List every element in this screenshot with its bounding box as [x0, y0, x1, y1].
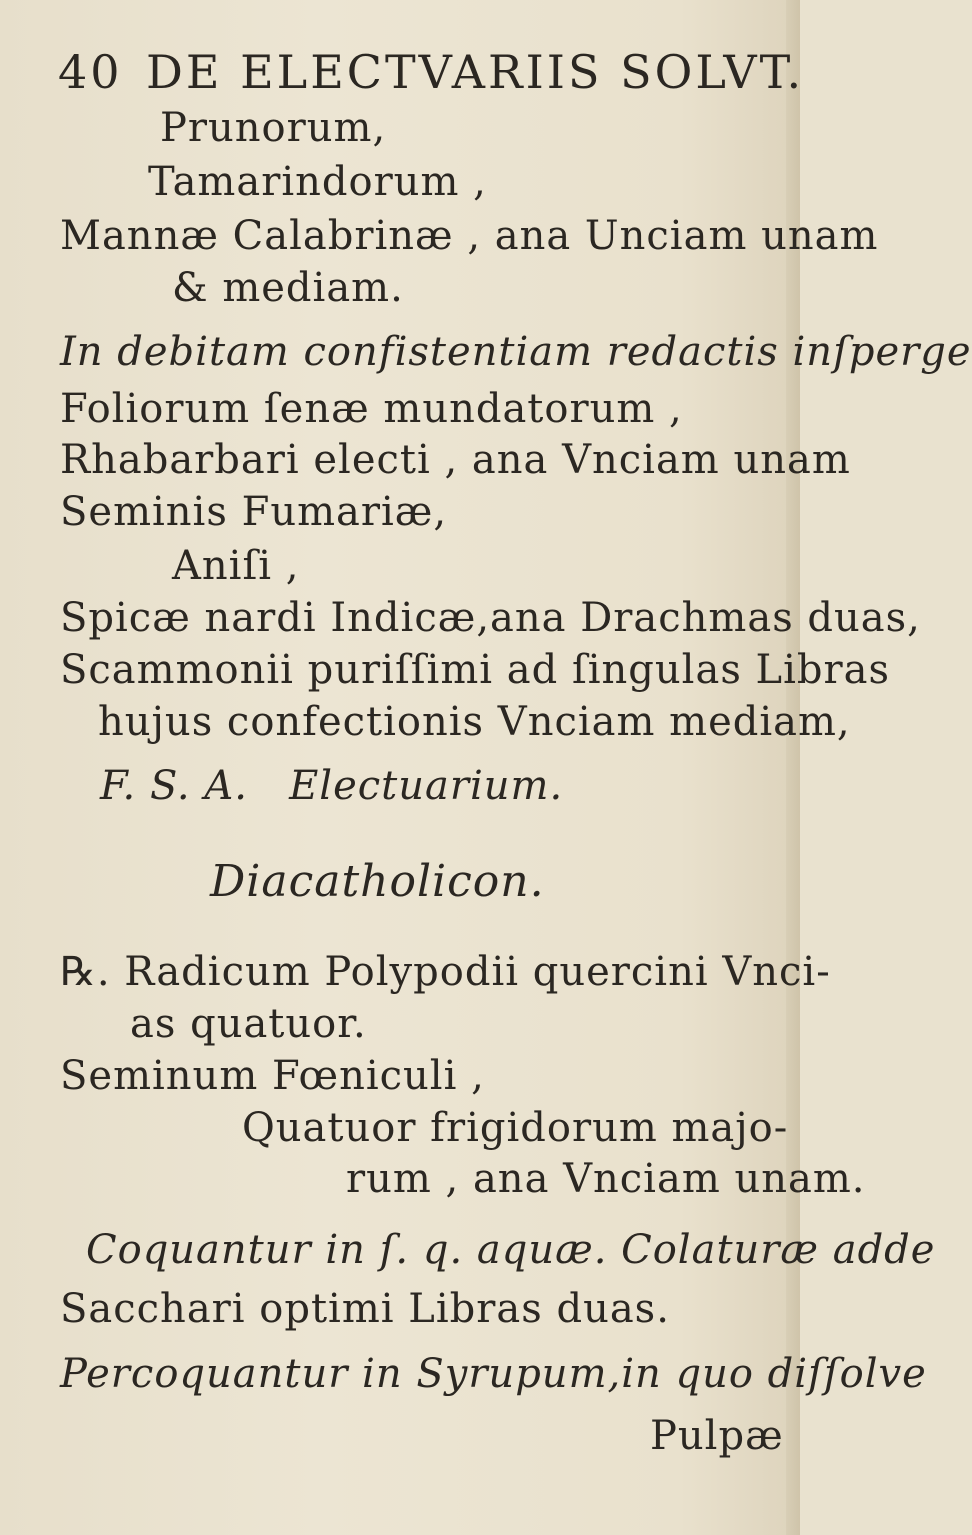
text-line: Mannæ Calabrinæ , ana Unciam unam — [60, 213, 879, 259]
text-line-italic: F. S. A. Electuarium. — [100, 763, 564, 809]
text-line: Seminum Fœniculi , — [60, 1053, 485, 1099]
text-line: ℞. Radicum Polypodii quercini Vnci- — [60, 949, 831, 995]
text-line: rum , ana Vnciam unam. — [346, 1156, 866, 1202]
text-line: Tamarindorum , — [148, 159, 487, 205]
text-line: Scammonii puriſſimi ad ſingulas Libras — [60, 647, 891, 693]
text-line: Foliorum ſenæ mundatorum , — [60, 386, 683, 432]
text-line: Seminis Fumariæ, — [60, 489, 448, 535]
text-line: hujus confectionis Vnciam mediam, — [98, 699, 851, 745]
text-line: Prunorum, — [160, 105, 387, 151]
text-line-italic: Percoquantur in Syrupum,in quo diſſolve — [60, 1351, 927, 1397]
catchword: Pulpæ — [650, 1413, 784, 1459]
text-line: & mediam. — [172, 265, 404, 311]
text-line: as quatuor. — [130, 1001, 367, 1047]
text-line: Sacchari optimi Libras duas. — [60, 1286, 670, 1332]
running-title: DE ELECTVARIIS SOLVT. — [146, 45, 805, 99]
page-number: 40 — [58, 45, 123, 99]
text-line-italic: In debitam confistentiam redactis inſperge — [60, 329, 972, 375]
section-title: Diacatholicon. — [210, 856, 545, 907]
text-line: Quatuor frigidorum majo- — [242, 1105, 789, 1151]
text-line: Rhabarbari electi , ana Vnciam unam — [60, 437, 851, 483]
text-line-italic: Coquantur in ſ. q. aquæ. Colaturæ adde — [86, 1227, 936, 1273]
text-line: Aniſi , — [172, 543, 300, 589]
text-line: Spicæ nardi Indicæ,ana Drachmas duas, — [60, 595, 921, 641]
